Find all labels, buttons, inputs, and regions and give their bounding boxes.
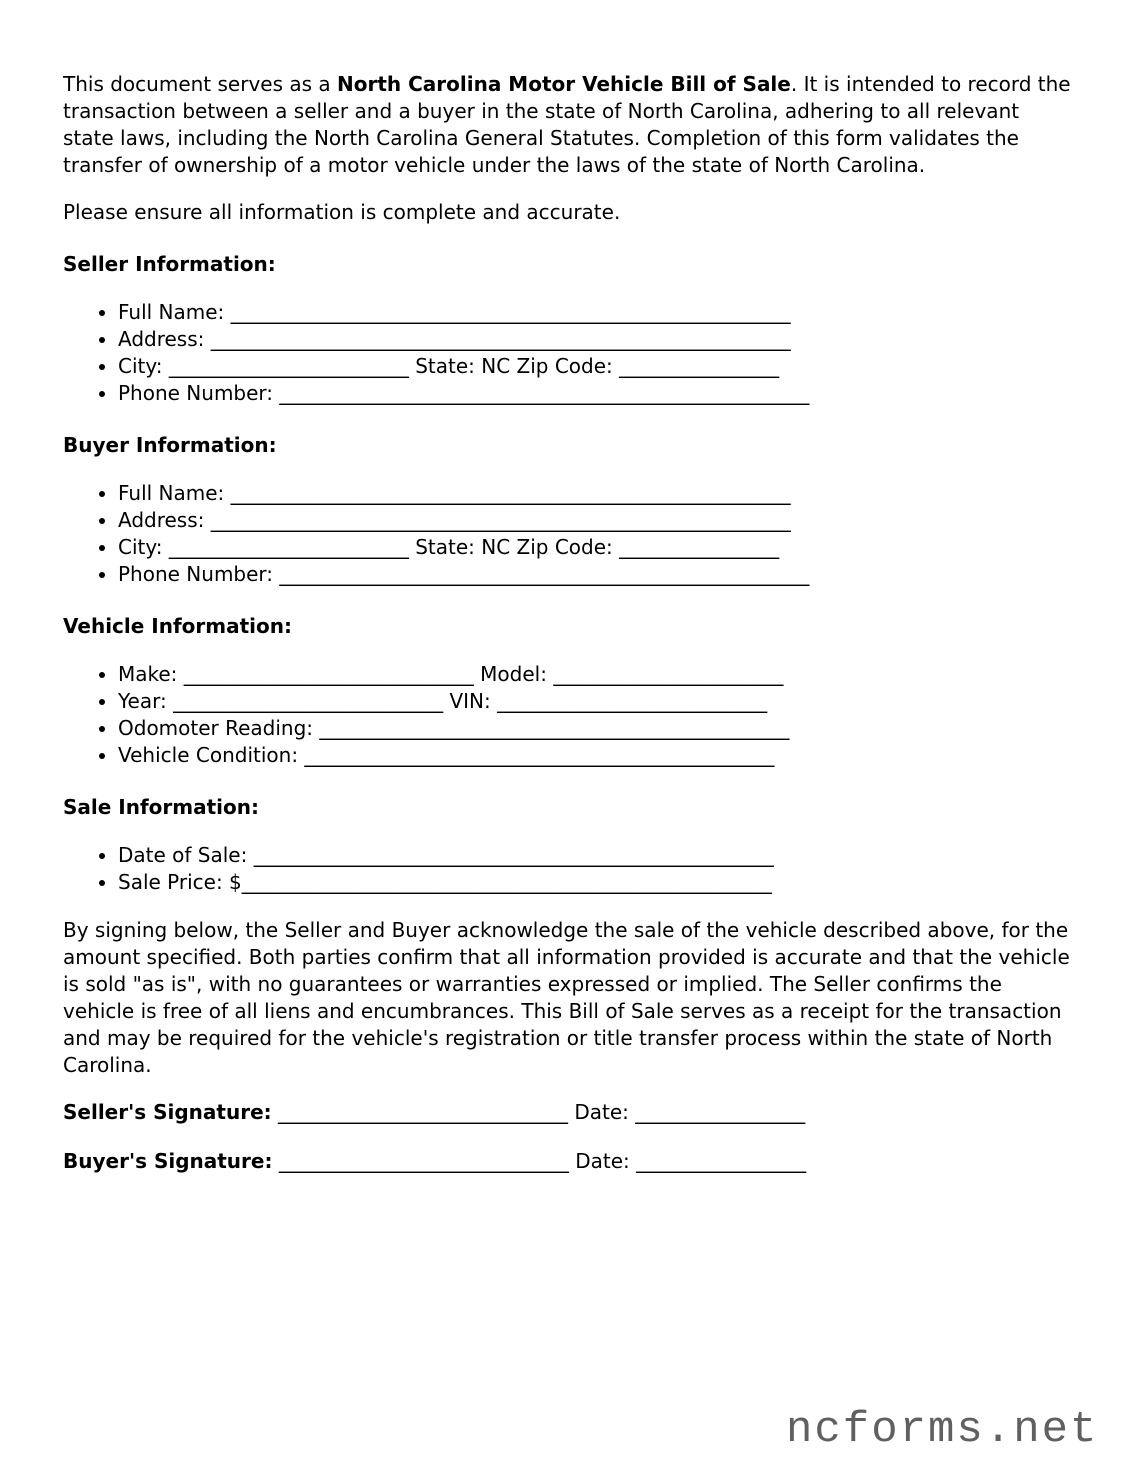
vehicle-condition-row [118, 742, 1075, 769]
buyer-phone-field[interactable]: _____________________________________________________ [279, 562, 810, 586]
vehicle-year-field[interactable]: ___________________________ [173, 689, 444, 713]
buyer-full-name-row [118, 480, 1075, 507]
vehicle-odometer-label: Odomoter Reading: [118, 716, 314, 740]
vehicle-vin-field[interactable]: ___________________________ [497, 689, 768, 713]
closing-paragraph: By signing below, the Seller and Buyer acknowledge the sale of the vehicle described above, for the amount specified. Both parties confirm that all information provided is accurate and that the vehicle is sold "as is", with no guarantees or warranties expressed or implied. The Seller confirms the vehicle is free of all liens and encumbrances. This Bill of Sale serves as a receipt for the transaction and may be required for the vehicle's registration or title transfer process within the state of North Carolina. [63, 918, 1070, 1077]
seller-information-heading: Seller Information: [63, 252, 276, 276]
vehicle-make-label: Make: [118, 662, 178, 686]
seller-signature-row [63, 1099, 1075, 1126]
buyer-information-heading: Buyer Information: [63, 433, 277, 457]
buyer-full-name-label: Full Name: [118, 481, 225, 505]
seller-signature-date-field[interactable]: _________________ [635, 1100, 806, 1124]
seller-signature-date-label: Date: [574, 1100, 629, 1124]
buyer-signature-row [63, 1148, 1075, 1175]
buyer-zip-field[interactable]: ________________ [619, 535, 780, 559]
seller-address-row [118, 326, 1075, 353]
vehicle-field-list [63, 661, 1075, 769]
vehicle-information-heading: Vehicle Information: [63, 614, 292, 638]
buyer-field-list [63, 480, 1075, 588]
seller-city-field[interactable]: ________________________ [168, 354, 409, 378]
sale-date-field[interactable]: ____________________________________________________ [253, 843, 774, 867]
vehicle-year-vin-row [118, 688, 1075, 715]
document-title: North Carolina Motor Vehicle Bill of Sale [337, 72, 791, 96]
seller-phone-label: Phone Number: [118, 381, 274, 405]
seller-city-label: City: [118, 354, 163, 378]
buyer-phone-row [118, 561, 1075, 588]
sale-information-heading: Sale Information: [63, 795, 259, 819]
sale-price-row [118, 869, 1075, 896]
seller-field-list [63, 299, 1075, 407]
bill-of-sale-document [63, 71, 1075, 1197]
sale-date-row [118, 842, 1075, 869]
sale-date-label: Date of Sale: [118, 843, 248, 867]
seller-full-name-row [118, 299, 1075, 326]
buyer-city-state-zip-row [118, 534, 1075, 561]
sale-field-list [63, 842, 1075, 896]
buyer-address-label: Address: [118, 508, 205, 532]
seller-phone-row [118, 380, 1075, 407]
buyer-signature-field[interactable]: _____________________________ [278, 1149, 569, 1173]
seller-phone-field[interactable]: _____________________________________________________ [279, 381, 810, 405]
vehicle-make-model-row [118, 661, 1075, 688]
seller-signature-field[interactable]: _____________________________ [278, 1100, 568, 1124]
buyer-city-label: City: [118, 535, 163, 559]
seller-city-state-zip-row [118, 353, 1075, 380]
buyer-address-field[interactable]: __________________________________________________________ [210, 508, 791, 532]
vehicle-model-label: Model: [480, 662, 547, 686]
vehicle-model-field[interactable]: _______________________ [553, 662, 784, 686]
intro-paragraph [63, 71, 1075, 179]
intro-text-post: . It is intended to record the transaction between a seller and a buyer in the state of North Carolina, adhering to all relevant state laws, including the North Carolina General Statutes. Completion of this form validates the transfer of ownership of a motor vehicle under the laws of the state of North Carolina. [63, 72, 1071, 177]
seller-signature-label: Seller's Signature: [63, 1100, 272, 1124]
buyer-signature-date-label: Date: [575, 1149, 630, 1173]
buyer-signature-date-field[interactable]: _________________ [636, 1149, 807, 1173]
seller-state-zip-label: State: NC Zip Code: [415, 354, 613, 378]
seller-full-name-label: Full Name: [118, 300, 225, 324]
buyer-state-zip-label: State: NC Zip Code: [415, 535, 613, 559]
buyer-city-field[interactable]: ________________________ [168, 535, 409, 559]
ncforms-watermark: ncforms.net [786, 1405, 1099, 1455]
buyer-address-row [118, 507, 1075, 534]
intro-text-pre: This document serves as a [63, 72, 338, 96]
vehicle-odometer-row [118, 715, 1075, 742]
vehicle-make-field[interactable]: _____________________________ [183, 662, 474, 686]
buyer-phone-label: Phone Number: [118, 562, 274, 586]
seller-address-label: Address: [118, 327, 205, 351]
seller-zip-field[interactable]: ________________ [619, 354, 780, 378]
vehicle-vin-label: VIN: [449, 689, 491, 713]
vehicle-odometer-field[interactable]: _______________________________________________ [319, 716, 790, 740]
seller-full-name-field[interactable]: ________________________________________________________ [230, 300, 791, 324]
vehicle-year-label: Year: [118, 689, 167, 713]
vehicle-condition-field[interactable]: _______________________________________________ [304, 743, 775, 767]
buyer-signature-label: Buyer's Signature: [63, 1149, 273, 1173]
sale-price-label: Sale Price: $ [118, 870, 242, 894]
vehicle-condition-label: Vehicle Condition: [118, 743, 299, 767]
seller-address-field[interactable]: __________________________________________________________ [210, 327, 791, 351]
sale-price-field[interactable]: _____________________________________________________ [241, 870, 772, 894]
buyer-full-name-field[interactable]: ________________________________________________________ [230, 481, 791, 505]
accuracy-note: Please ensure all information is complete and accurate. [63, 200, 621, 224]
